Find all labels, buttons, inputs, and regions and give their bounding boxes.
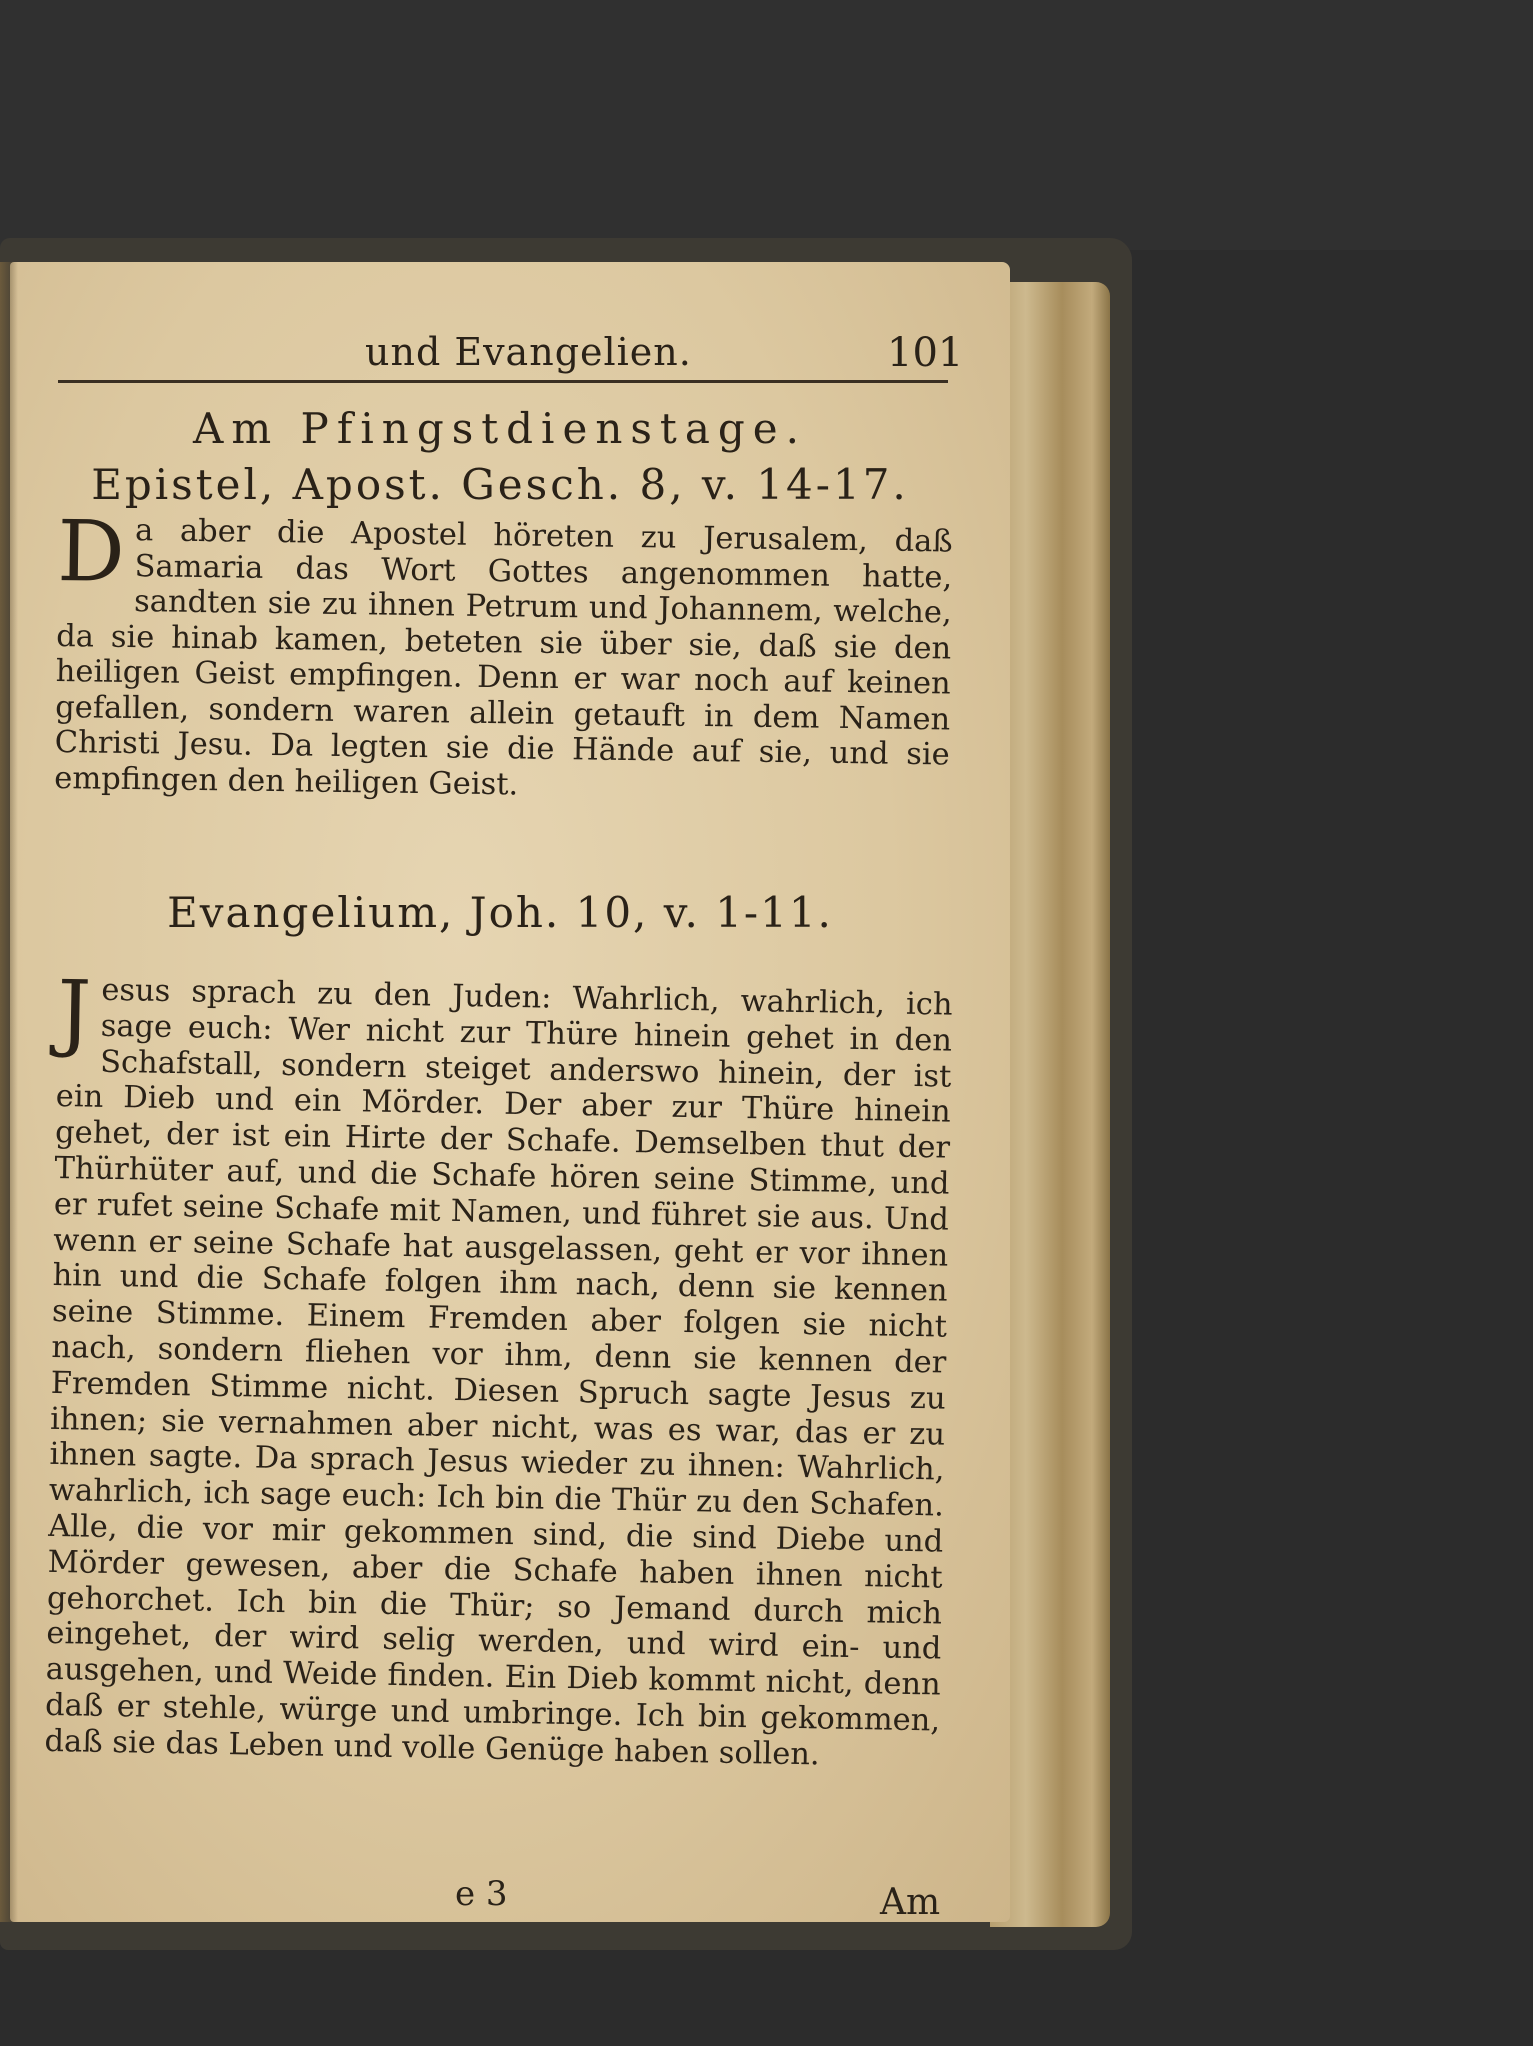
catchword: Am: [880, 1882, 941, 1923]
epistle-text: a aber die Apostel höreten zu Jerusalem, daß Samaria das Wort Gottes angenommen hatte, sandten sie zu ihnen Petrum und Johannem, welche, da sie hinab kamen, beteten sie über sie, daß sie den heiligen Geist empfingen. Denn er war noch auf keinen gefallen, sondern waren allein getauft in dem Namen Christi Jesu. Da legten sie die Hände auf sie, und sie empfingen den heiligen Geist.: [54, 513, 953, 802]
epistle-title: Epistel, Apost. Gesch. 8, v. 14-17.: [91, 460, 909, 509]
gospel-initial: J: [56, 962, 92, 1061]
running-head: und Evangelien.: [365, 330, 692, 374]
spine-shadow: [0, 262, 18, 1922]
epistle-text-block: [54, 502, 953, 808]
gospel-text-block: [44, 962, 953, 1775]
epistle-initial: D: [56, 502, 126, 601]
gospel-text: esus sprach zu den Juden: Wahrlich, wahrlich, ich sage euch: Wer nicht zur Thüre hinein gehet in den Schafstall, sondern steiget anderswo hinein, der ist ein Dieb und ein Mörder. Der aber zur Thüre hinein gehet, der ist ein Hirte der Schafe. Demselben thut der Thürhüter auf, und die Schafe hören seine Stimme, und er rufet seine Schafe mit Namen, und führet sie aus. Und wenn er seine Schafe hat ausgelassen, geht er vor ihnen hin und die Schafe folgen ihm nach, denn sie kennen seine Stimme. Einem Fremden aber folgen sie nicht nach, sondern fliehen vor ihm, denn sie kennen der Fremden Stimme nicht. Diesen Spruch sagte Jesus zu ihnen; sie vernahmen aber nicht, was es war, das er zu ihnen sagte. Da sprach Jesus wieder zu ihnen: Wahrlich, wahrlich, ich sage euch: Ich bin die Thür zu den Schafen. Alle, die vor mir gekommen sind, die sind Diebe und Mörder gewesen, aber die Schafe haben ihnen nicht gehorchet. Ich bin die Thür; so Jemand durch mich eingehet, der wird selig werden, und wird ein- und ausgehen, und Weide finden. Ein Dieb kommt nicht, denn daß er stehle, würge und umbringe. Ich bin gekommen, daß sie das Leben und volle Genüge haben sollen.: [44, 972, 953, 1773]
gospel-title: Evangelium, Joh. 10, v. 1-11.: [167, 888, 833, 937]
page-number: 101: [887, 330, 964, 376]
sunday-title: Am Pfingstdienstage.: [193, 404, 807, 453]
dark-background: [0, 0, 1533, 250]
header-rule: [58, 380, 948, 383]
signature-mark: e 3: [455, 1874, 508, 1914]
